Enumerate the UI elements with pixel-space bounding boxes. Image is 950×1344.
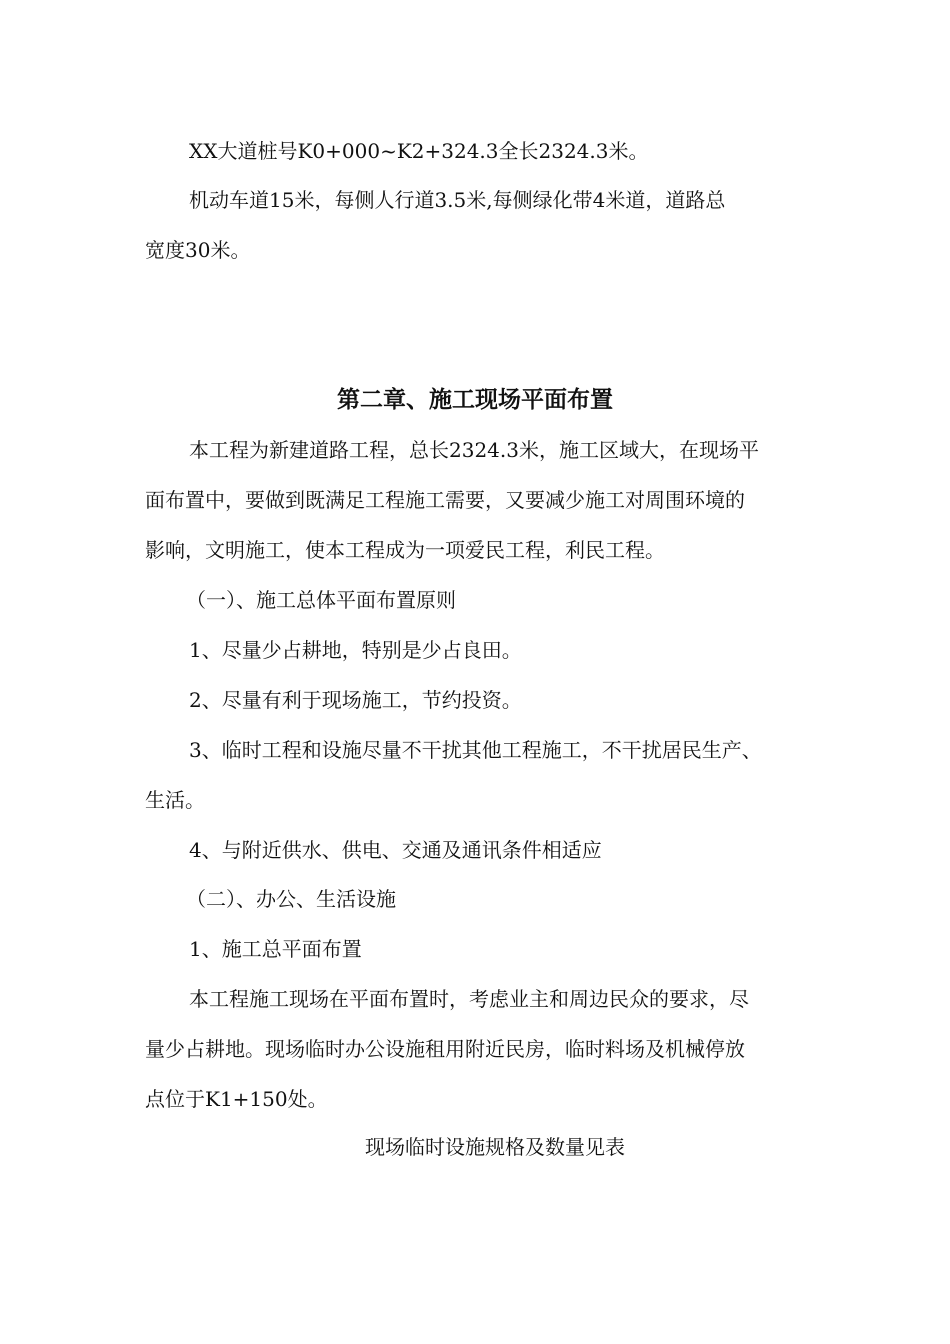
chapter-title: 第二章、施工现场平面布置 [337,387,613,413]
paragraph-2-line-2: 量少占耕地。现场临时办公设施租用附近民房，临时料场及机械停放 [145,1037,745,1061]
paragraph-2-line-3: 点位于K1+150处。 [145,1087,328,1111]
section-2-heading: （二）、办公、生活设施 [186,887,396,911]
principle-item-4: 4、与附近供水、供电、交通及通讯条件相适应 [189,838,602,862]
principle-item-2: 2、尽量有利于现场施工，节约投资。 [189,688,522,712]
subsection-1-heading: 1、施工总平面布置 [189,937,362,961]
section-1-heading: （一）、施工总体平面布置原则 [186,588,456,612]
principle-item-3-continued: 生活。 [145,788,205,812]
intro-line-2: 机动车道15米，每侧人行道3.5米,每侧绿化带4米道，道路总 [189,188,726,212]
intro-line-1: XX大道桩号K0+000~K2+324.3全长2324.3米。 [189,139,649,163]
intro-line-3: 宽度30米。 [145,238,251,262]
paragraph-1-line-1: 本工程为新建道路工程，总长2324.3米，施工区域大，在现场平 [189,438,759,462]
paragraph-1-line-3: 影响，文明施工，使本工程成为一项爱民工程，利民工程。 [145,538,665,562]
table-caption: 现场临时设施规格及数量见表 [365,1135,625,1159]
paragraph-1-line-2: 面布置中，要做到既满足工程施工需要，又要减少施工对周围环境的 [145,488,745,512]
principle-item-3: 3、临时工程和设施尽量不干扰其他工程施工，不干扰居民生产、 [189,738,762,762]
principle-item-1: 1、尽量少占耕地，特别是少占良田。 [189,638,522,662]
paragraph-2-line-1: 本工程施工现场在平面布置时，考虑业主和周边民众的要求，尽 [189,987,749,1011]
